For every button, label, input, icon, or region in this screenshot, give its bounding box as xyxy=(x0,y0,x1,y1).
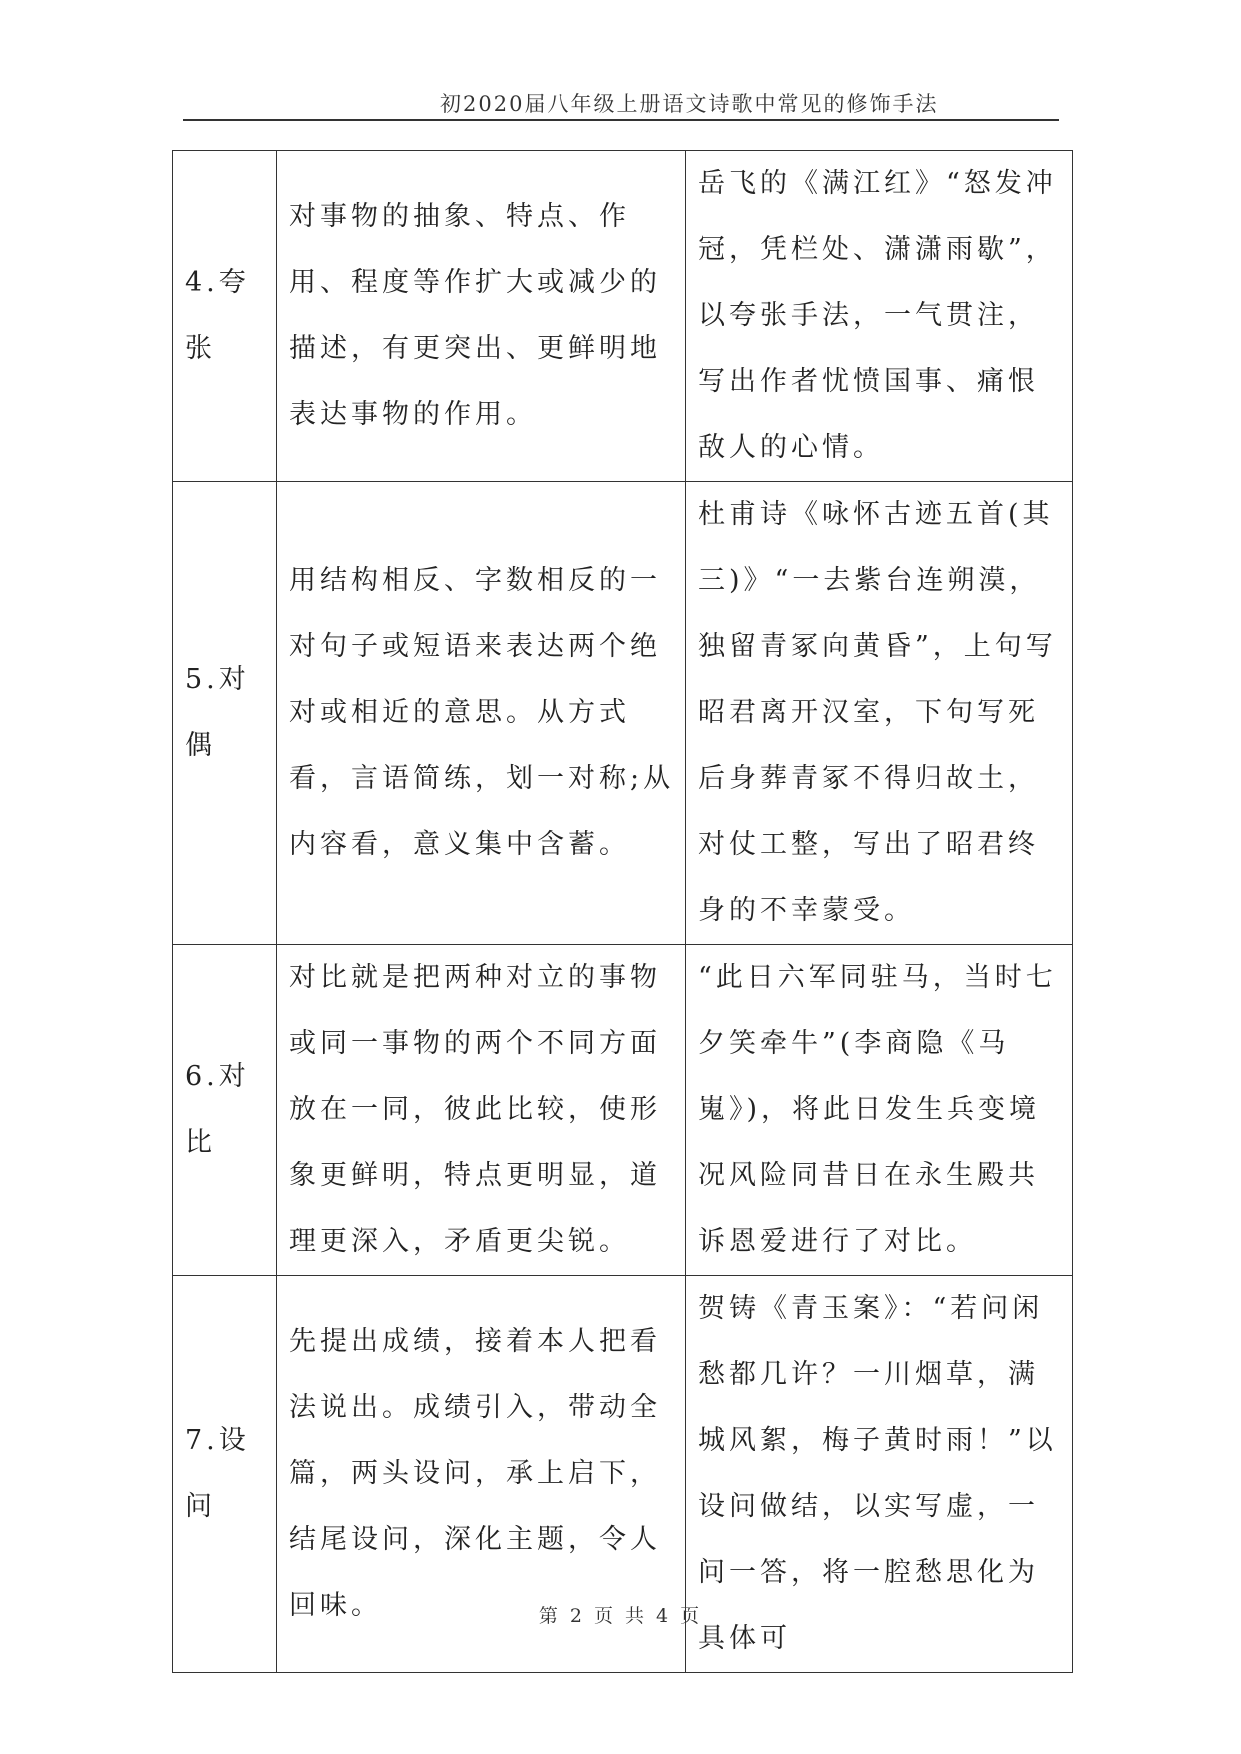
technique-definition: 对比就是把两种对立的事物或同一事物的两个不同方面放在一同，彼此比较，使形象更鲜明，特点更明显，道理更深入，矛盾更尖锐。 xyxy=(277,945,686,1276)
table-row xyxy=(173,945,1073,1276)
technique-name: 4.夸张 xyxy=(173,151,277,482)
rhetoric-table xyxy=(172,150,1073,1673)
technique-definition: 先提出成绩，接着本人把看法说出。成绩引入，带动全篇，两头设问，承上启下，结尾设问，深化主题，令人回味。 xyxy=(277,1276,686,1673)
technique-name: 5.对偶 xyxy=(173,482,277,945)
technique-name: 6.对比 xyxy=(173,945,277,1276)
technique-example: 杜甫诗《咏怀古迹五首(其三)》“一去紫台连朔漠，独留青冢向黄昏”，上句写昭君离开汉室，下句写死后身葬青冢不得归故土，对仗工整，写出了昭君终身的不幸蒙受。 xyxy=(686,482,1073,945)
technique-definition: 对事物的抽象、特点、作用、程度等作扩大或减少的描述，有更突出、更鲜明地表达事物的作用。 xyxy=(277,151,686,482)
header-divider xyxy=(183,119,1059,121)
page-header-title: 初2020届八年级上册语文诗歌中常见的修饰手法 xyxy=(440,92,939,116)
technique-name: 7.设问 xyxy=(173,1276,277,1673)
table-row xyxy=(173,151,1073,482)
technique-example: 岳飞的《满江红》“怒发冲冠，凭栏处、潇潇雨歇”，以夸张手法，一气贯注，写出作者忧愤国事、痛恨敌人的心情。 xyxy=(686,151,1073,482)
technique-example: 贺铸《青玉案》：“若问闲愁都几许？一川烟草，满城风絮，梅子黄时雨！”以设问做结，以实写虚，一问一答，将一腔愁思化为具体可 xyxy=(686,1276,1073,1673)
technique-definition: 用结构相反、字数相反的一对句子或短语来表达两个绝对或相近的意思。从方式看，言语简练，划一对称;从内容看，意义集中含蓄。 xyxy=(277,482,686,945)
page-number-footer: 第 2 页 共 4 页 xyxy=(538,1605,703,1627)
table-row xyxy=(173,482,1073,945)
technique-example: “此日六军同驻马，当时七夕笑牵牛”(李商隐《马嵬》)，将此日发生兵变境况风险同昔日在永生殿共诉恩爱进行了对比。 xyxy=(686,945,1073,1276)
